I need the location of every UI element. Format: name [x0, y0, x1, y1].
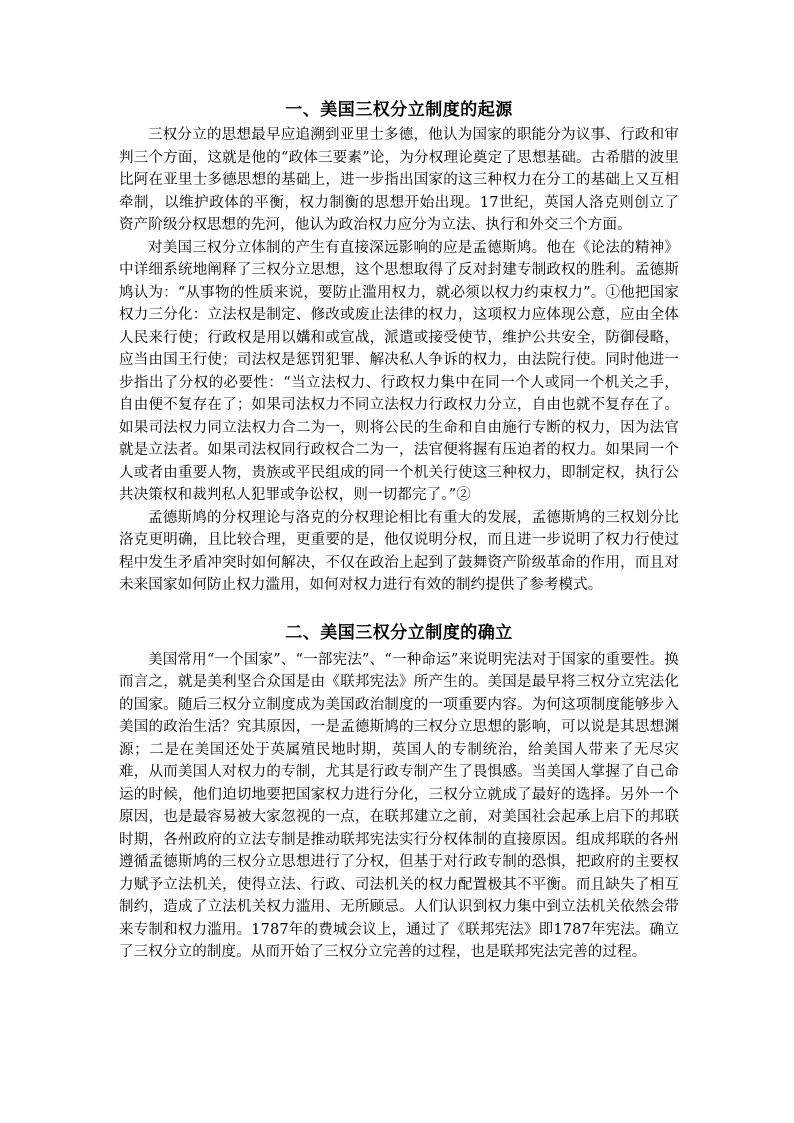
section-origin [119, 96, 679, 597]
section-heading: 二、美国三权分立制度的确立 [285, 622, 513, 643]
document-page [119, 96, 679, 964]
paragraph: 对美国三权分立体制的产生有直接深远影响的应是孟德斯鸠。他在《论法的精神》中详细系统地阐释了三权分立思想，这个思想取得了反对封建专制政权的胜利。孟德斯鸠认为：“从事物的性质来说，要防止滥用权力，就必须以权力约束权力”。①他把国家权力三分化：立法权是制定、修改或废止法律的权力，这项权力应体现公意，应由全体人民来行使；行政权是用以媾和或宣战，派遣或接受使节，维护公共安全，防御侵略，应当由国王行使；司法权是惩罚犯罪、解决私人争诉的权力，由法院行使。同时他进一步指出了分权的必要性：“当立法权力、行政权力集中在同一个人或同一个机关之手，自由便不复存在了；如果司法权力不同立法权力行政权力分立，自由也就不复存在了。如果司法权力同立法权力合二为一，则将公民的生命和自由施行专断的权力，因为法官就是立法者。如果司法权同行政权合二为一，法官便将握有压迫者的权力。如果同一个人或者由重要人物，贵族或平民组成的同一个机关行使这三种权力，即制定权，执行公共决策权和裁判私人犯罪或争讼权，则一切都完了。”② [119, 239, 679, 503]
section-establishment [119, 619, 679, 964]
section-heading: 一、美国三权分立制度的起源 [285, 100, 513, 120]
paragraph: 孟德斯鸠的分权理论与洛克的分权理论相比有重大的发展，孟德斯鸠的三权划分比洛克更明确，且比较合理，更重要的是，他仅说明分权，而且进一步说明了权力行使过程中发生矛盾冲突时如何解决，不仅在政治上起到了鼓舞资产阶级革命的作用，而且对未来国家如何防止权力滥用，如何对权力进行有效的制约提供了参考模式。 [119, 509, 679, 593]
paragraph: 美国常用“一个国家”、“一部宪法”、“一种命运”来说明宪法对于国家的重要性。换而言之，就是美利坚合众国是由《联邦宪法》所产生的。美国是最早将三权分立宪法化的国家。随后三权分立制度成为美国政治制度的一项重要内容。为何这项制度能够步入美国的政治生活？究其原因，一是孟德斯鸠的三权分立思想的影响，可以说是其思想渊源；二是在美国还处于英属殖民地时期，英国人的专制统治，给美国人带来了无尽灾难，从而美国人对权力的专制，尤其是行政专制产生了畏惧感。当美国人掌握了自己命运的时候，他们迫切地要把国家权力进行分化，三权分立就成了最好的选择。另外一个原因，也是最容易被大家忽视的一点，在联邦建立之前，对美国社会起承上启下的邦联时期，各州政府的立法专制是推动联邦宪法实行分权体制的直接原因。组成邦联的各州遵循孟德斯鸠的三权分立思想进行了分权，但基于对行政专制的恐惧，把政府的主要权力赋予立法机关，使得立法、行政、司法机关的权力配置极其不平衡。而且缺失了相互制约，造成了立法机关权力滥用、无所顾忌。人们认识到权力集中到立法机关依然会带来专制和权力滥用。1787年的费城会议上，通过了《联邦宪法》即1787年宪法。确立了三权分立的制度。从而开始了三权分立完善的过程，也是联邦宪法完善的过程。 [119, 651, 679, 960]
paragraph: 三权分立的思想最早应追溯到亚里士多德，他认为国家的职能分为议事、行政和审判三个方面，这就是他的“政体三要素”论，为分权理论奠定了思想基础。古希腊的波里比阿在亚里士多德思想的基础上，进一步指出国家的这三种权力在分工的基础上又互相牵制，以维护政体的平衡，权力制衡的思想开始出现。17世纪，英国人洛克则创立了资产阶级分权思想的先河，他认为政治权力应分为立法、执行和外交三个方面。 [119, 127, 679, 233]
